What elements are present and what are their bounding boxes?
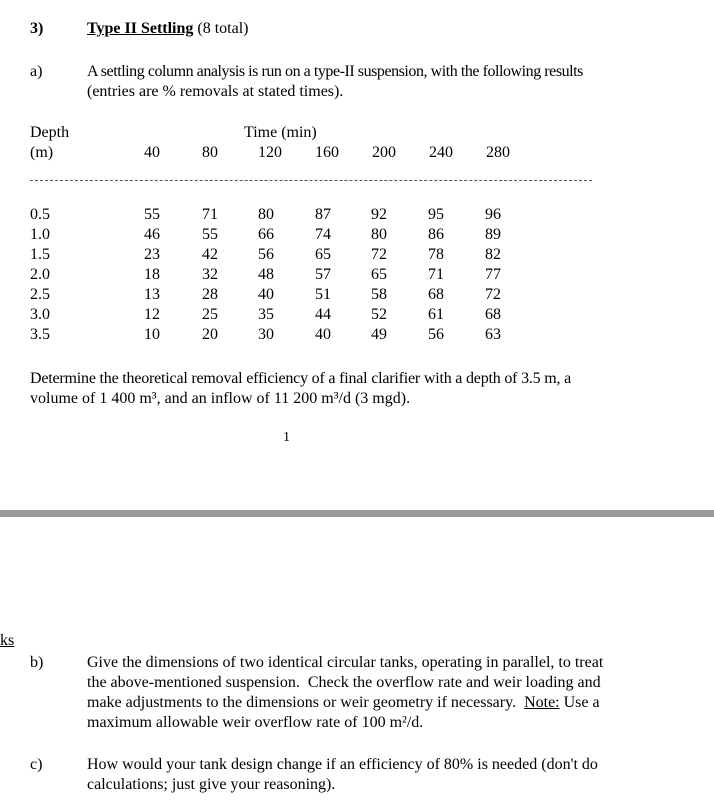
table-cell: 40: [258, 286, 274, 303]
table-cell: 52: [371, 306, 387, 323]
table-cell: 55: [202, 226, 218, 243]
table-cell: 13: [144, 286, 160, 303]
table-cell: 78: [428, 246, 444, 263]
part-b-label: b): [30, 654, 44, 671]
table-cell: 65: [315, 246, 331, 263]
table-cell: 44: [315, 306, 331, 323]
table-cell: 80: [258, 206, 274, 223]
table-cell: 77: [485, 266, 501, 283]
part-a-text-line2: (entries are % removals at stated times).: [87, 83, 344, 100]
table-cell: 86: [428, 226, 444, 243]
table-cell: 20: [202, 326, 218, 343]
table-cell: 32: [202, 266, 218, 283]
depth-cell: 2.5: [30, 286, 50, 303]
part-b-text-line4: maximum allowable weir overflow rate of 100 m²/d.: [87, 714, 424, 731]
table-cell: 23: [144, 246, 160, 263]
time-header: Time (min): [244, 124, 317, 141]
table-cell: 61: [428, 306, 444, 323]
part-a-text-line1: A settling column analysis is run on a type-II suspension, with the following results: [87, 63, 583, 80]
table-cell: 89: [485, 226, 501, 243]
table-cell: 58: [371, 286, 387, 303]
margin-fragment: ks: [0, 632, 15, 649]
table-cell: 71: [202, 206, 218, 223]
table-cell: 51: [315, 286, 331, 303]
part-c-label: c): [30, 756, 43, 773]
part-c-text-line2: calculations; just give your reasoning).: [87, 776, 336, 793]
depth-header: Depth: [30, 124, 70, 141]
table-cell: 72: [485, 286, 501, 303]
table-cell: 96: [485, 206, 501, 223]
time-col-header: 200: [372, 144, 396, 161]
time-col-header: 120: [258, 144, 282, 161]
table-cell: 80: [371, 226, 387, 243]
part-a-label: a): [30, 63, 43, 80]
part-b-text-line3: [87, 694, 600, 712]
table-cell: 18: [144, 266, 160, 283]
question-title-text: Type II Settling: [87, 20, 194, 37]
table-cell: 55: [144, 206, 160, 223]
table-cell: 46: [144, 226, 160, 243]
table-cell: 12: [144, 306, 160, 323]
note-label: Note:: [524, 694, 560, 711]
depth-cell: 3.5: [30, 326, 50, 343]
table-cell: 68: [428, 286, 444, 303]
determine-text-line1: Determine the theoretical removal efficiency of a final clarifier with a depth of 3.5 m, a: [30, 370, 572, 387]
table-cell: 28: [202, 286, 218, 303]
depth-cell: 0.5: [30, 206, 50, 223]
depth-cell: 1.5: [30, 246, 50, 263]
table-cell: 63: [485, 326, 501, 343]
table-divider: [30, 180, 592, 181]
depth-cell: 2.0: [30, 266, 50, 283]
part-b-text-line1: Give the dimensions of two identical circular tanks, operating in parallel, to treat: [87, 654, 604, 671]
table-cell: 95: [428, 206, 444, 223]
time-col-header: 280: [486, 144, 510, 161]
question-number: 3): [30, 20, 44, 37]
table-cell: 74: [315, 226, 331, 243]
table-cell: 66: [258, 226, 274, 243]
part-c-text-line1: How would your tank design change if an efficiency of 80% is needed (don't do: [87, 756, 598, 773]
table-cell: 56: [258, 246, 274, 263]
depth-unit: (m): [30, 144, 54, 161]
table-cell: 57: [315, 266, 331, 283]
table-cell: 49: [371, 326, 387, 343]
table-cell: 56: [428, 326, 444, 343]
table-cell: 35: [258, 306, 274, 323]
table-cell: 87: [315, 206, 331, 223]
table-cell: 72: [371, 246, 387, 263]
depth-cell: 1.0: [30, 226, 50, 243]
part-b-text-line3-start: make adjustments to the dimensions or weir geometry if necessary.: [87, 694, 525, 711]
table-cell: 25: [202, 306, 218, 323]
part-b-text-line2: the above-mentioned suspension. Check the overflow rate and weir loading and: [87, 674, 601, 691]
depth-cell: 3.0: [30, 306, 50, 323]
page-number: 1: [283, 430, 290, 445]
determine-text-line2: volume of 1 400 m³, and an inflow of 11 200 m³/d (3 mgd).: [30, 390, 411, 407]
table-cell: 82: [485, 246, 501, 263]
time-col-header: 40: [144, 144, 160, 161]
table-cell: 10: [144, 326, 160, 343]
part-b-text-line3-end: Use a: [559, 694, 600, 711]
page-separator: [0, 510, 714, 517]
table-cell: 65: [371, 266, 387, 283]
time-col-header: 80: [202, 144, 218, 161]
question-title: [87, 20, 248, 38]
question-total: (8 total): [193, 20, 249, 37]
table-cell: 92: [371, 206, 387, 223]
table-cell: 30: [258, 326, 274, 343]
time-col-header: 160: [315, 144, 339, 161]
table-cell: 71: [428, 266, 444, 283]
time-col-header: 240: [429, 144, 453, 161]
table-cell: 40: [315, 326, 331, 343]
table-cell: 68: [485, 306, 501, 323]
table-cell: 42: [202, 246, 218, 263]
table-cell: 48: [258, 266, 274, 283]
